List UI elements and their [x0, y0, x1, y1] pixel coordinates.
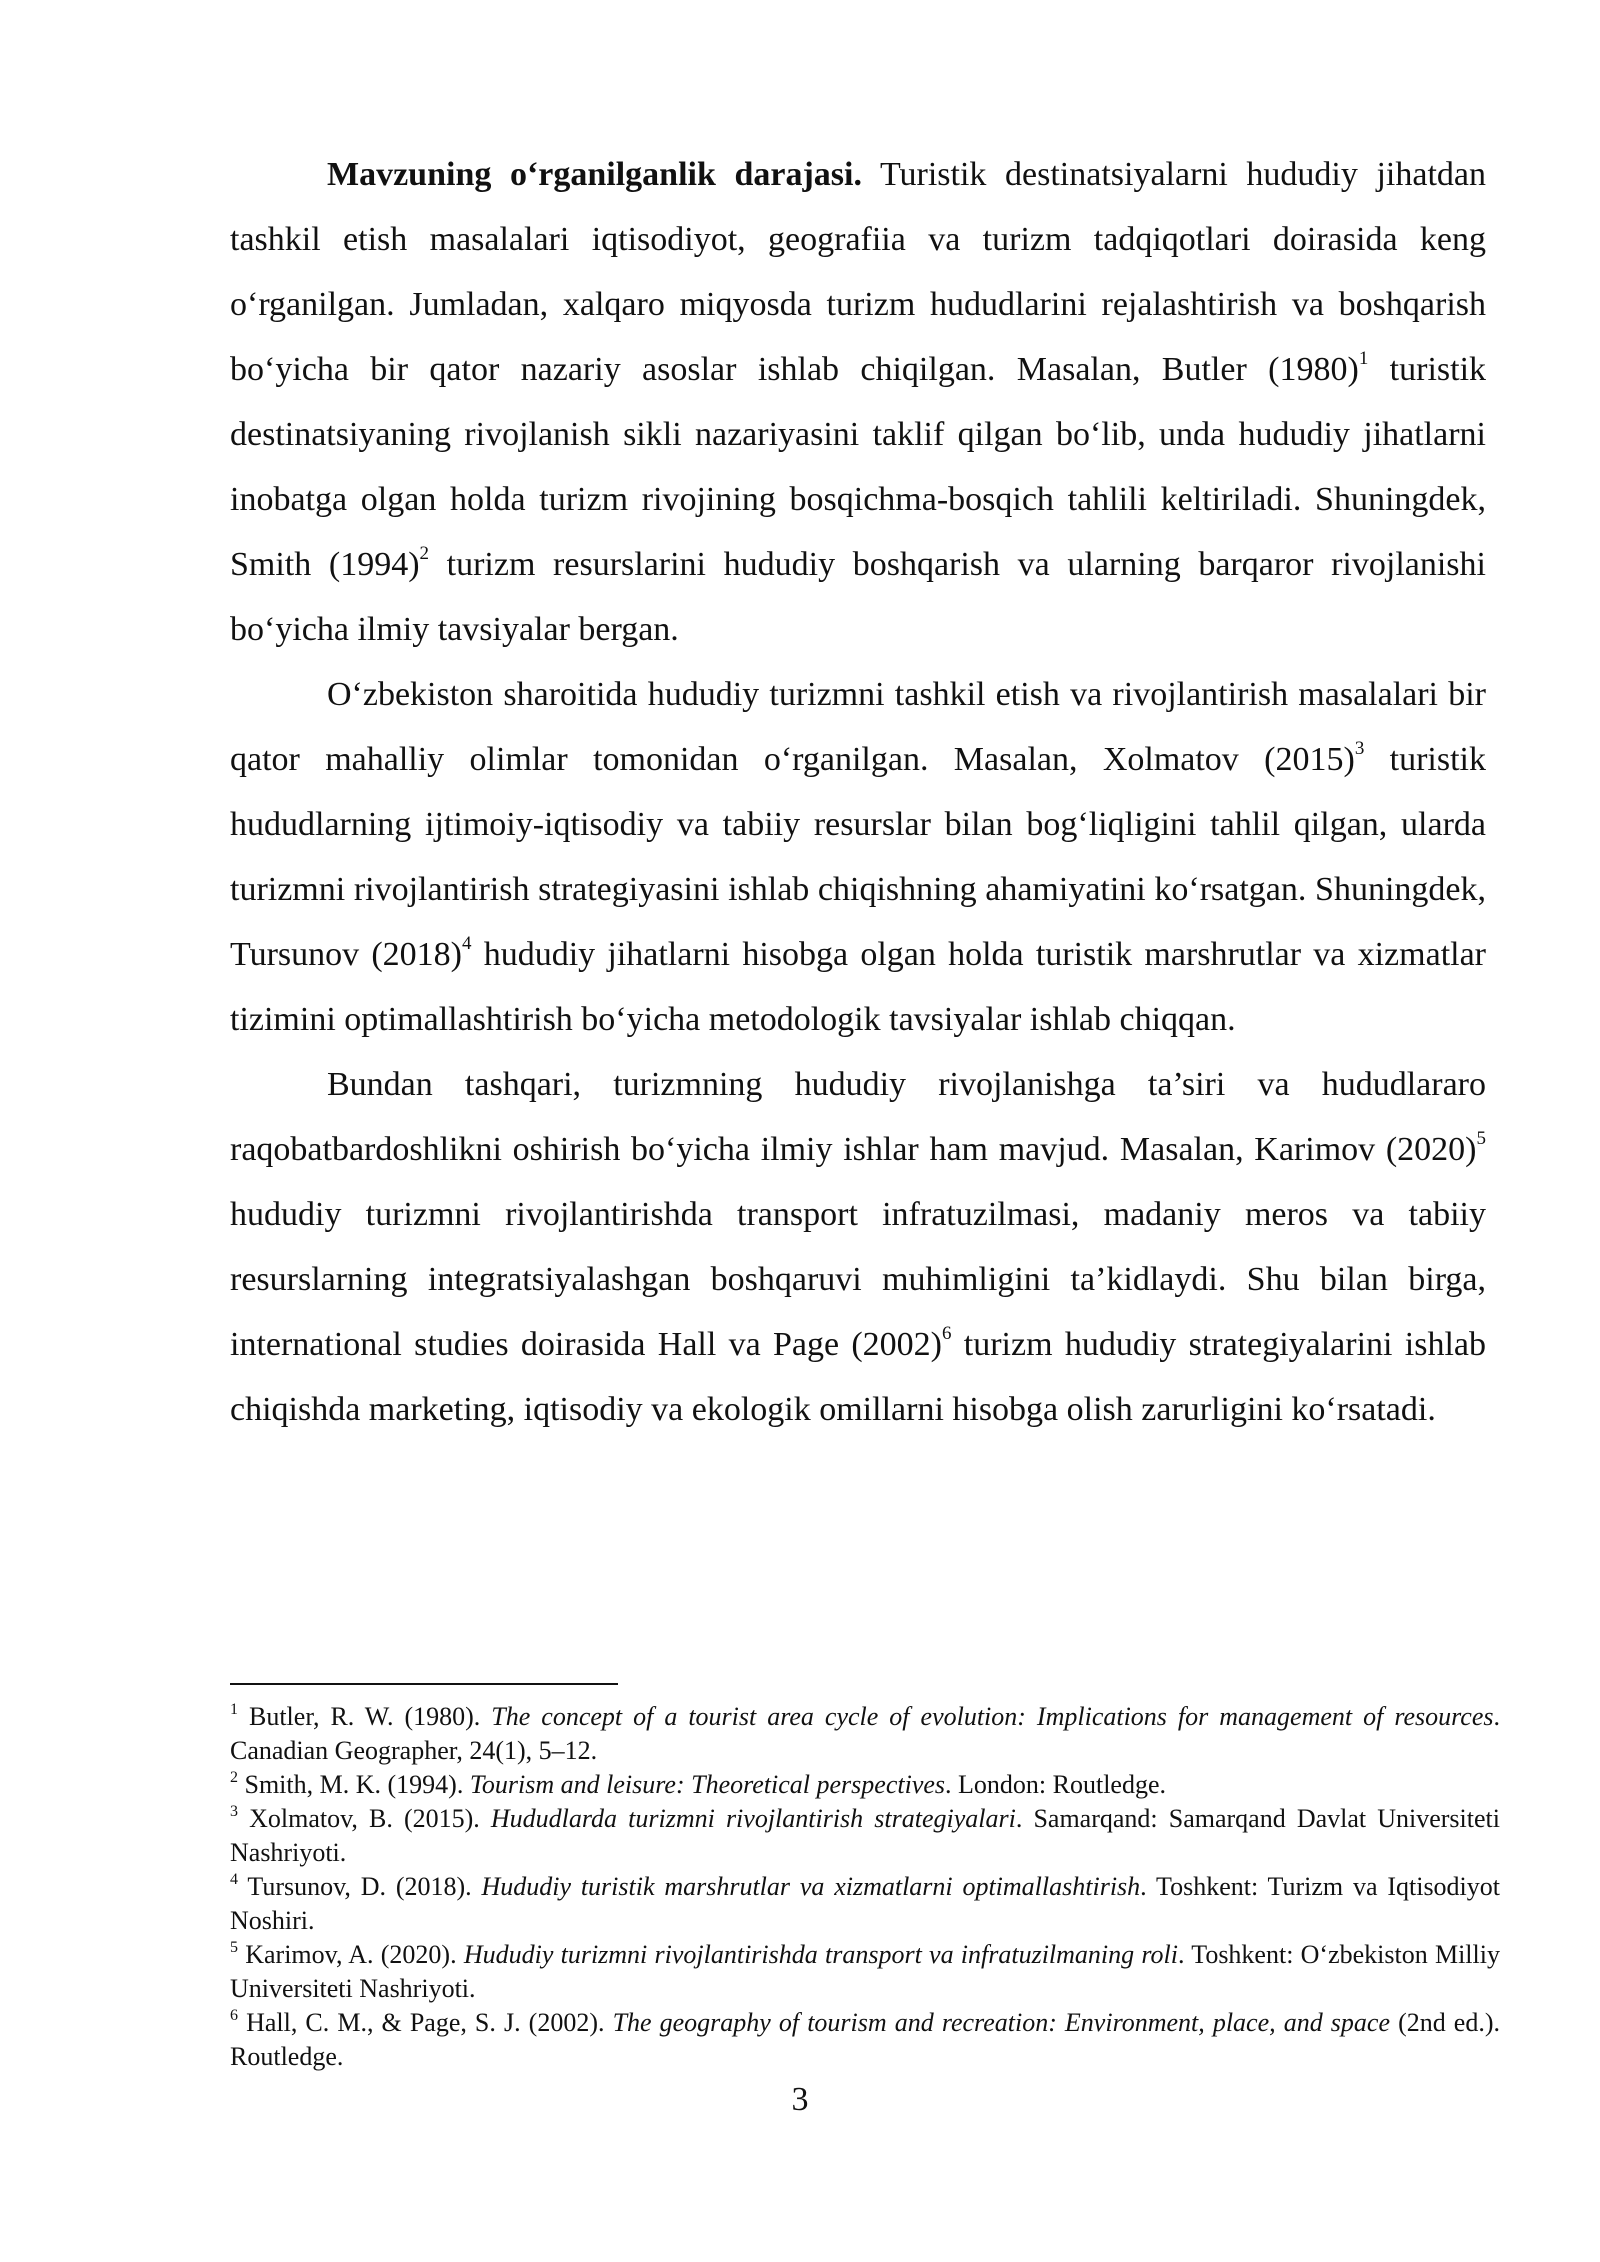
- footnote-5: [230, 1938, 1500, 2006]
- paragraph-text: turistik destinatsiyaning rivojlanish sikli nazariyasini taklif qilgan bo‘lib, unda hududiy jihatlarni inobatga olgan holda turizm rivojining bosqichma-bosqich tahlili keltiriladi. Shuningdek, Smith (1994): [230, 351, 1487, 583]
- footnote-title: Hududiy turistik marshrutlar va xizmatlarni optimallashtirish: [481, 1872, 1141, 1901]
- footnote-publisher: . Toshkent: O‘zbekiston Milliy Universiteti Nashriyoti.: [230, 1940, 1500, 2003]
- footnote-author: Tursunov, D. (2018).: [238, 1872, 482, 1901]
- footnote-number: 5: [230, 1938, 238, 1956]
- footnote-title: Hududiy turizmni rivojlantirishda transport va infratuzilmaning roli: [463, 1940, 1178, 1969]
- footnote-1: [230, 1700, 1500, 1768]
- footnote-author: Karimov, A. (2020).: [238, 1940, 464, 1969]
- body-text: [230, 142, 1486, 1442]
- footnote-title: The concept of a tourist area cycle of evolution: Implications for management of resources: [491, 1702, 1494, 1731]
- footnote-number: 1: [230, 1700, 238, 1718]
- footnote-publisher: . Canadian Geographer, 24(1), 5–12.: [230, 1702, 1500, 1765]
- paragraph-1: [230, 142, 1486, 662]
- paragraph-text: Bundan tashqari, turizmning hududiy rivojlanishga ta’siri va hududlararo raqobatbardoshlikni oshirish bo‘yicha ilmiy ishlar ham mavjud. Masalan, Karimov (2020): [230, 1066, 1486, 1168]
- section-heading: Mavzuning o‘rganilganlik darajasi.: [327, 156, 862, 193]
- paragraph-2: [230, 662, 1486, 1052]
- paragraph-3: [230, 1052, 1486, 1442]
- paragraph-text: turizm hududiy strategiyalarini ishlab chiqishda marketing, iqtisodiy va ekologik omillarni hisobga olish zarurligini ko‘rsatadi.: [230, 1326, 1486, 1428]
- footnote-number: 6: [230, 2006, 238, 2024]
- footnote-4: [230, 1870, 1500, 1938]
- footnote-ref-4[interactable]: 4: [462, 932, 472, 954]
- footnote-3: [230, 1802, 1500, 1870]
- footnote-number: 4: [230, 1870, 238, 1888]
- paragraph-text: hududiy jihatlarni hisobga olgan holda turistik marshrutlar va xizmatlar tizimini optimallashtirish bo‘yicha metodologik tavsiyalar ishlab chiqqan.: [230, 936, 1486, 1038]
- paragraph-text: Turistik destinatsiyalarni hududiy jihatdan tashkil etish masalalari iqtisodiyot, geografiia va turizm tadqiqotlari doirasida keng o‘rganilgan. Jumladan, xalqaro miqyosda turizm hududlarini rejalashtirish va boshqarish bo‘yicha bir qator nazariy asoslar ishlab chiqilgan. Masalan, Butler (1980): [230, 156, 1486, 388]
- footnote-number: 2: [230, 1768, 238, 1786]
- paragraph-text: hududiy turizmni rivojlantirishda transport infratuzilmasi, madaniy meros va tabiiy resurslarning integratsiyalashgan boshqaruvi muhimligini ta’kidlaydi. Shu bilan birga, international studies doirasida Hall va Page (2002): [230, 1196, 1486, 1363]
- footnote-title: Tourism and leisure: Theoretical perspectives: [469, 1770, 946, 1799]
- paragraph-text: O‘zbekiston sharoitida hududiy turizmni tashkil etish va rivojlantirish masalalari bir qator mahalliy olimlar tomonidan o‘rganilgan. Masalan, Xolmatov (2015): [230, 676, 1486, 778]
- footnote-2: [230, 1768, 1500, 1802]
- footnote-publisher: . Samarqand: Samarqand Davlat Universiteti Nashriyoti.: [230, 1804, 1500, 1867]
- footnote-ref-5[interactable]: 5: [1476, 1127, 1486, 1149]
- footnote-author: Smith, M. K. (1994).: [238, 1770, 470, 1799]
- paragraph-text: turistik hududlarning ijtimoiy-iqtisodiy va tabiiy resurslar bilan bog‘liqligini tahlil qilgan, ularda turizmni rivojlantirish strategiyasini ishlab chiqishning ahamiyatini ko‘rsatgan. Shuningdek, Tursunov (2018): [230, 741, 1486, 973]
- footnote-author: Hall, C. M., & Page, S. J. (2002).: [238, 2008, 613, 2037]
- footnote-ref-1[interactable]: 1: [1358, 347, 1369, 369]
- footnote-publisher: . London: Routledge.: [945, 1770, 1167, 1799]
- footnote-number: 3: [230, 1802, 238, 1820]
- footnote-ref-2[interactable]: 2: [419, 542, 430, 564]
- footnote-title: Hududlarda turizmni rivojlantirish strategiyalari: [490, 1804, 1016, 1833]
- footnote-publisher: (2nd ed.). Routledge.: [230, 2008, 1501, 2071]
- page-number: 3: [791, 2081, 809, 2118]
- footnote-author: Butler, R. W. (1980).: [238, 1702, 492, 1731]
- footnote-ref-6[interactable]: 6: [942, 1322, 952, 1344]
- footnote-title: The geography of tourism and recreation: Environment, place, and space: [612, 2008, 1390, 2037]
- footnote-ref-3[interactable]: 3: [1354, 737, 1365, 759]
- footnotes: [230, 1700, 1500, 2074]
- footnote-publisher: . Toshkent: Turizm va Iqtisodiyot Noshiri.: [230, 1872, 1501, 1935]
- footnote-author: Xolmatov, B. (2015).: [238, 1804, 491, 1833]
- footnote-separator: [230, 1683, 618, 1685]
- footnote-6: [230, 2006, 1500, 2074]
- paragraph-text: turizm resurslarini hududiy boshqarish va ularning barqaror rivojlanishi bo‘yicha ilmiy tavsiyalar bergan.: [230, 546, 1486, 648]
